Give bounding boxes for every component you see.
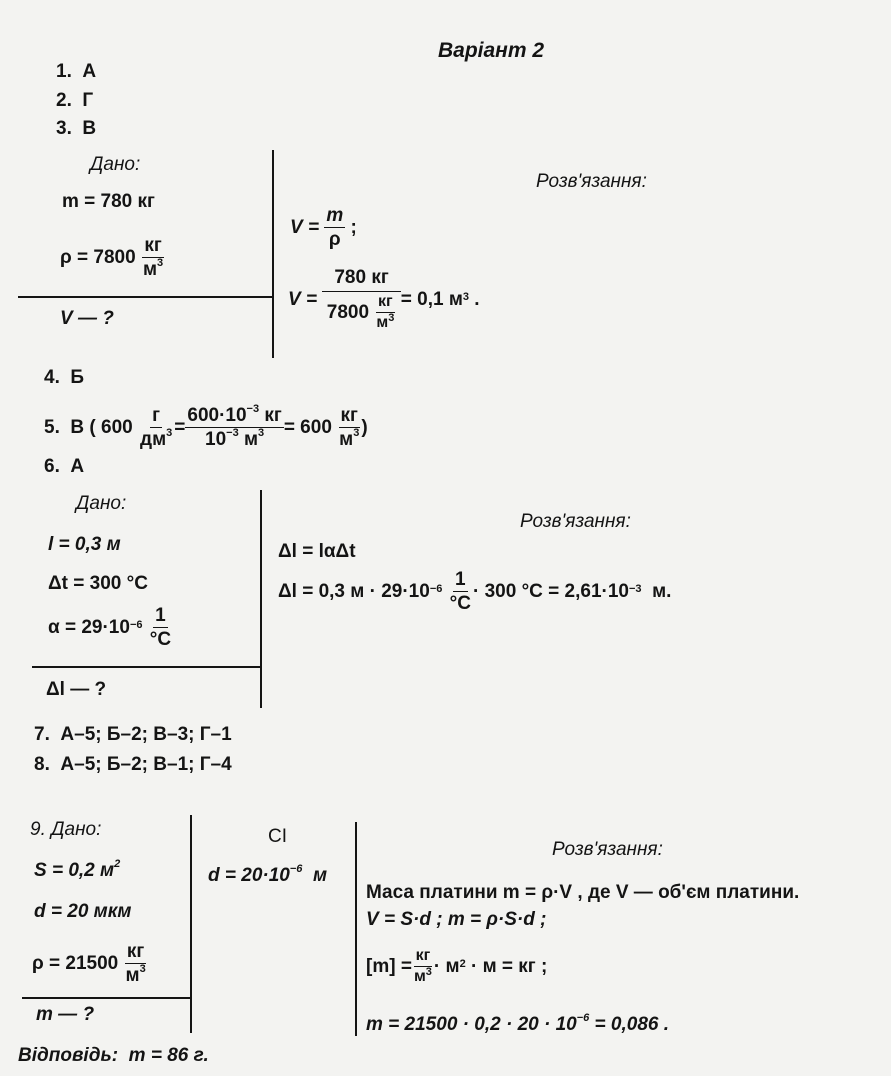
p6-formula-1: Δl = lαΔt <box>278 541 356 562</box>
variant-title: Варіант 2 <box>438 39 545 62</box>
p9-area: S = 0,2 $м^2$ <box>34 858 121 881</box>
p3-mass: m = 780 кг <box>62 191 155 212</box>
p9-solution-label: Розв'язання: <box>552 839 663 860</box>
p9-si-value: $d = 20\cdot 10^{-6}$ м <box>208 863 328 886</box>
answer-4: 4. Б <box>44 367 85 388</box>
p9-divider-v2 <box>355 822 357 1036</box>
answer-5: 5. В ( 600 $\frac{г}{дм^3}$ = $\frac{600\cdot 10^{-3} кг}{10^{-3} м^3}$ = 600 $\frac{кг}{м^3}$ ) <box>44 403 368 450</box>
p6-formula-2: Δl = 0,3 м · 29·10 $^{-6}$ $\frac{1}{^\circ С}$ · 300 °С = 2,61·10 $^{-3}$ м. <box>278 569 672 614</box>
p9-divider-v1 <box>190 815 192 1033</box>
p6-solution-label: Розв'язання: <box>520 511 631 532</box>
p6-length: l = 0,3 м <box>48 534 121 555</box>
answer-8: 8. А–5; Б–2; В–1; Г–4 <box>34 754 232 775</box>
p9-solution-line-1: Маса платини m = ρ·V , де V — об'єм платини. <box>366 882 800 903</box>
p3-formula-2: V = 780 кг 7800 $\frac{кг}{м^3}$ = 0,1 м $^3$ . <box>288 267 480 331</box>
p3-divider-h <box>18 296 272 298</box>
p3-solution-label: Розв'язання: <box>536 171 647 192</box>
p3-divider-v <box>272 150 274 358</box>
p6-divider-v <box>260 490 262 708</box>
p6-find: Δl — ? <box>46 679 107 700</box>
p9-si-label: СІ <box>268 826 287 847</box>
p9-solution-line-3: [m] = $\frac{кг}{м^3}$ · м $^2$ · м = кг ; <box>366 947 548 985</box>
p9-solution-line-2: V = S·d ; m = ρ·S·d ; <box>366 909 547 930</box>
answer-6: 6. А <box>44 456 85 477</box>
p3-density: ρ = 7800 $\frac{кг}{м^3}$ <box>60 235 164 280</box>
p9-thickness: d = 20 мкм <box>34 901 132 922</box>
answer-3: 3. В <box>56 118 97 139</box>
p9-find: m — ? <box>36 1004 95 1025</box>
answer-2: 2. Г <box>56 90 94 111</box>
p9-density: ρ = 21500 $\frac{кг}{м^3}$ <box>32 941 146 986</box>
p9-answer: Відповідь: m = 86 г. <box>18 1045 209 1066</box>
p6-given-label: Дано: <box>76 493 127 514</box>
p6-delta-t: Δt = 300 °С <box>48 573 148 594</box>
p3-find: V — ? <box>60 308 114 329</box>
p3-formula-1: V = $\frac{m}{\rho}$ ; <box>290 205 357 250</box>
p9-solution-line-4: $m = 21500 \cdot 0,2 \cdot 20 \cdot 10^{-6} = 0,086$ . <box>366 1012 670 1035</box>
p6-divider-h <box>32 666 260 668</box>
answer-7: 7. А–5; Б–2; В–3; Г–1 <box>34 724 232 745</box>
p9-divider-h <box>22 997 190 999</box>
p9-given-label: 9. Дано: <box>30 819 102 840</box>
p6-alpha: α = 29·10 $^{-6}$ $\frac{1}{^\circ С}$ <box>48 605 172 650</box>
p3-given-label: Дано: <box>90 154 141 175</box>
answer-1: 1. А <box>56 61 97 82</box>
